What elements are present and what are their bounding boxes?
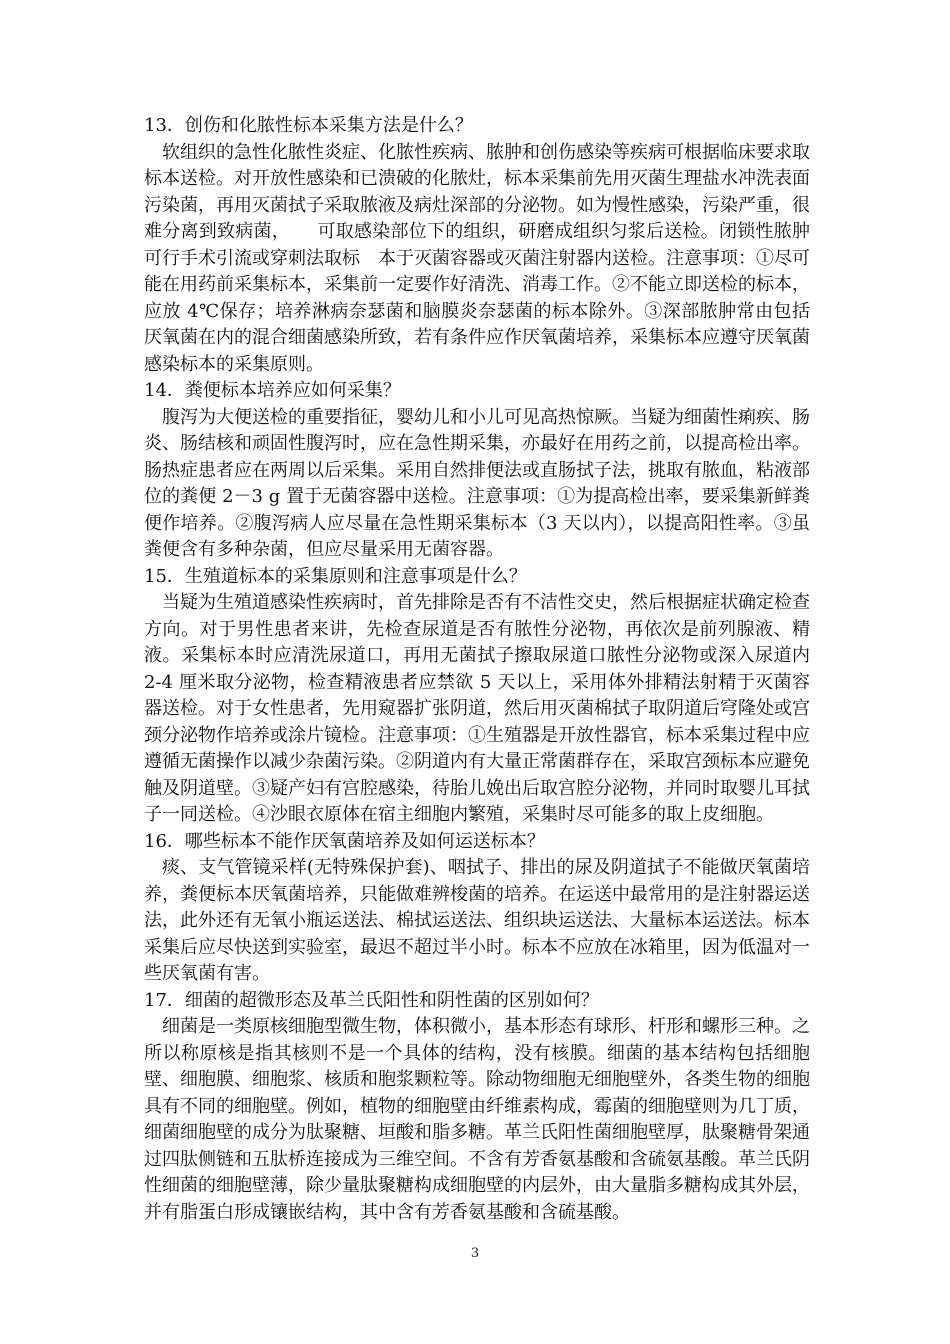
question-16-title: 16．哪些标本不能作厌氧菌培养及如何运送标本？ (144, 830, 545, 852)
question-16-answer: 痰、支气管镜采样(无特殊保护套)、咽拭子、排出的尿及阴道拭子不能做厌氧菌培养，粪便标本厌氧菌培养，只能做难辨梭菌的培养。在运送中最常用的是注射器运送法，此外还有无氧小瓶运送法、棉拭运送法、组织块运送法、大量标本运送法。标本采集后应尽快送到实验室，最迟不超过半小时。标本不应放在冰箱里，因为低温对一些厌氧菌有害。 (144, 857, 810, 984)
page-number: 3 (470, 1246, 480, 1261)
question-13-title: 13．创伤和化脓性标本采集方法是什么？ (144, 115, 473, 136)
question-15-answer: 当疑为生殖道感染性疾病时，首先排除是否有不洁性交史，然后根据症状确定检查方向。对于男性患者来讲，先检查尿道是否有脓性分泌物，再依次是前列腺液、精液。采集标本时应清洗尿道口，再用无菌拭子擦取尿道口脓性分泌物或深入尿道内 2-4 厘米取分泌物，检查精液患者应禁欲 5 天以上，采用体外排精法射精于灭菌容器送检。对于女性患者，先用窥器扩张阴道，然后用灭菌棉拭子取阴道后穹隆处或宫颈分泌物作培养或涂片镜检。注意事项：①生殖器是开放性器官，标本采集过程中应遵循无菌操作以减少杂菌污染。②阴道内有大量正常菌群存在，采取宫颈标本应避免触及阴道壁。③疑产妇有宫腔感染，待胎儿娩出后取宫腔分泌物，并同时取婴儿耳拭子一同送检。④沙眼衣原体在宿主细胞内繁殖，采集时尽可能多的取上皮细胞。 (144, 592, 816, 825)
question-17-answer: 细菌是一类原核细胞型微生物，体积微小，基本形态有球形、杆形和螺形三种。之所以称原核是指其核则不是一个具体的结构，没有核膜。细菌的基本结构包括细胞壁、细胞膜、细胞浆、核质和胞浆颗粒等。除动物细胞无细胞壁外，各类生物的细胞具有不同的细胞壁。例如，植物的细胞壁由纤维素构成，霉菌的细胞壁则为几丁质，细菌细胞壁的成分为肽聚糖、垣酸和脂多糖。革兰氏阳性菌细胞壁厚，肽聚糖骨架通过四肽侧链和五肽桥连接成为三维空间。不含有芳香氨基酸和含硫氨基酸。革兰氏阴性细菌的细胞壁薄，除少量肽聚糖构成细胞壁的内层外，由大量脂多糖构成其外层，并有脂蛋白形成镶嵌结构，其中含有芳香氨基酸和含硫基酸。 (144, 1016, 810, 1223)
page-content (144, 113, 816, 1226)
question-14-title: 14．粪便标本培养应如何采集？ (144, 380, 401, 401)
question-15-title: 15．生殖道标本的采集原则和注意事项是什么？ (144, 565, 527, 587)
question-17-title: 17．细菌的超微形态及革兰氏阳性和阴性菌的区别如何？ (144, 989, 599, 1011)
question-13-answer: 软组织的急性化脓性炎症、化脓性疾病、脓肿和创伤感染等疾病可根据临床要求取标本送检。对开放性感染和已溃破的化脓灶，标本采集前先用灭菌生理盐水冲洗表面污染菌，再用灭菌拭子采取脓液及病灶深部的分泌物。如为慢性感染，污染严重，很难分离到致病菌， 可取感染部位下的组织，研磨成组织匀浆后送检。闭锁性脓肿可行手术引流或穿刺法取标 本于灭菌容器或灭菌注射器内送检。注意事项：①尽可能在用药前采集标本，采集前一定要作好清洗、消毒工作。②不能立即送检的标本，应放 4℃保存；培养淋病奈瑟菌和脑膜炎奈瑟菌的标本除外。③深部脓肿常由包括厌氧菌在内的混合细菌感染所致，若有条件应作厌氧菌培养，采集标本应遵守厌氧菌感染标本的采集原则。 (144, 141, 810, 375)
question-14-answer: 腹泻为大便送检的重要指征，婴幼儿和小儿可见高热惊厥。当疑为细菌性痢疾、肠炎、肠结核和顽固性腹泻时，应在急性期采集，亦最好在用药之前，以提高检出率。肠热症患者应在两周以后采集。采用自然排便法或直肠拭子法，挑取有脓血，粘液部位的粪便 2－3 g 置于无菌容器中送检。注意事项：①为提高检出率，要采集新鲜粪便作培养。②腹泻病人应尽量在急性期采集标本（3 天以内），以提高阳性率。③虽粪便含有多种杂菌，但应尽量采用无菌容器。 (144, 406, 810, 560)
